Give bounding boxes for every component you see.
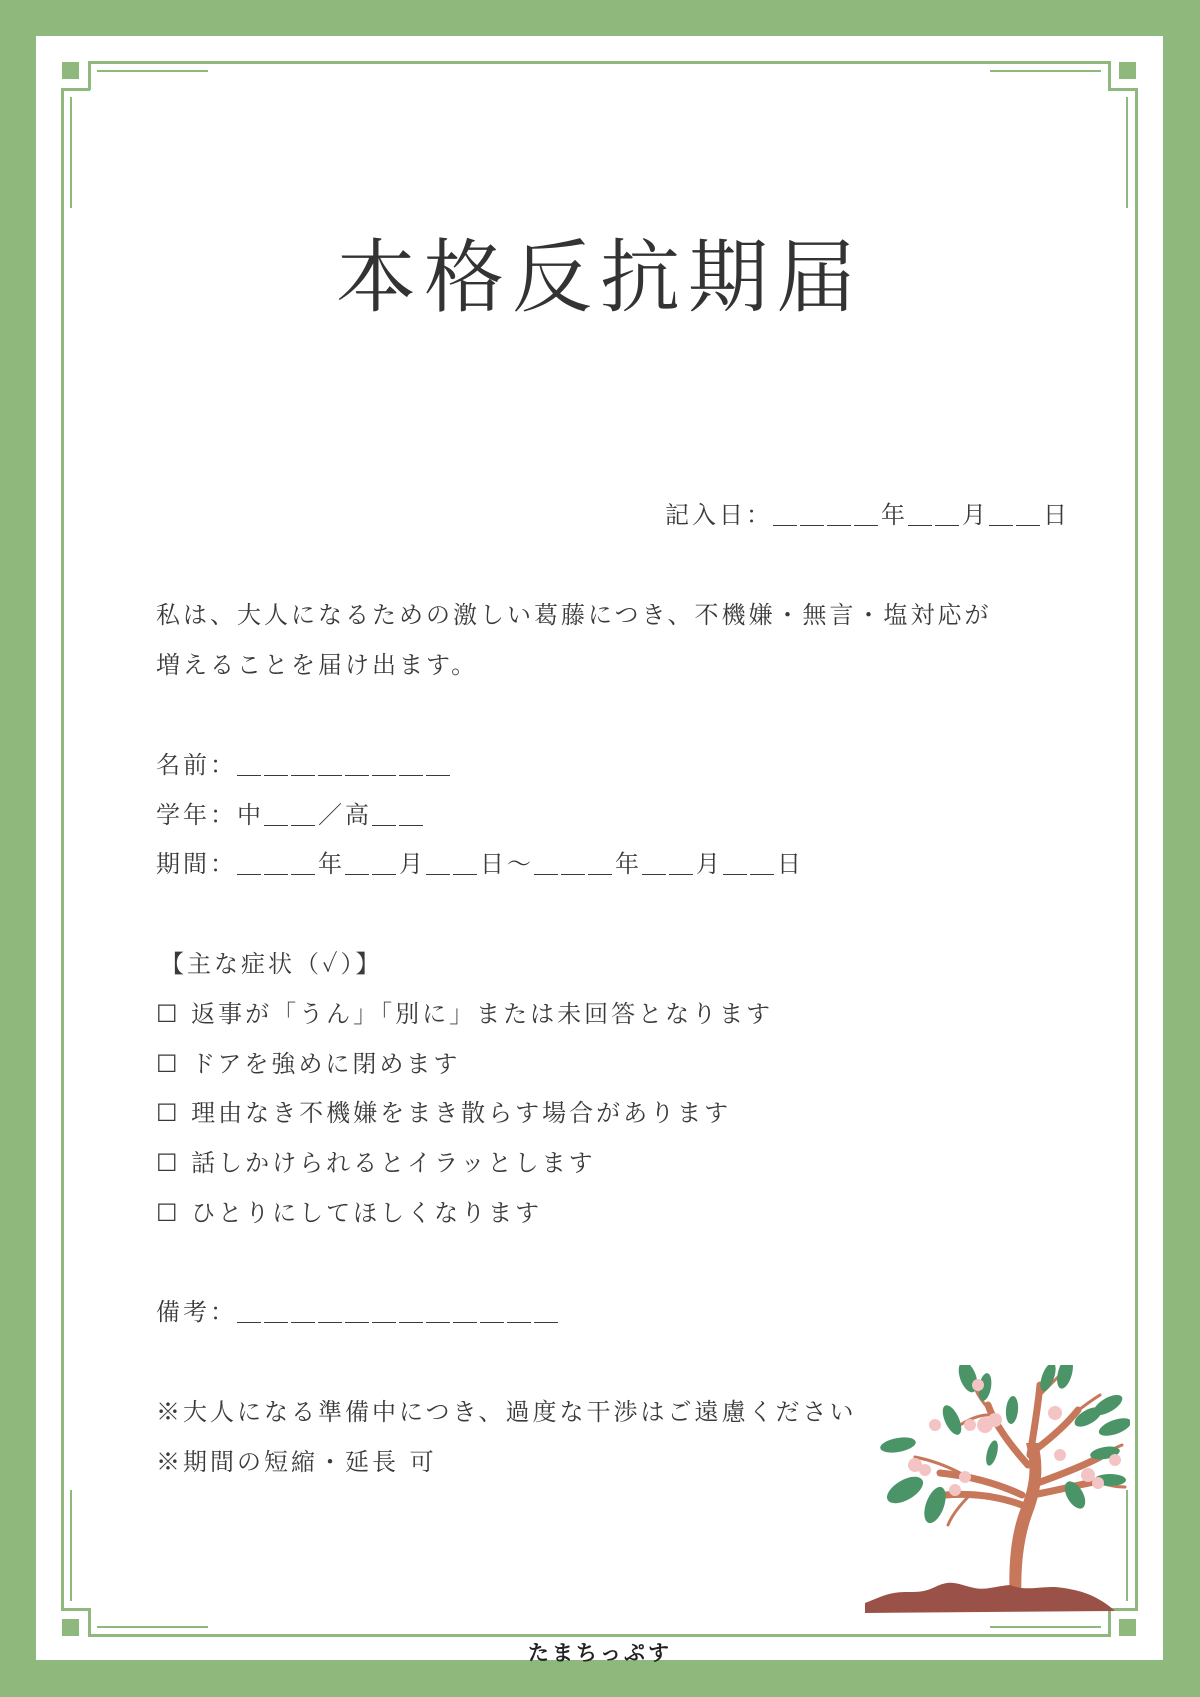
symptom-label: 話しかけられるとイラッとします [191,1149,596,1177]
symptom-label: 理由なき不機嫌をまき散らす場合があります [191,1099,732,1127]
signature: たまちっぷす [528,1641,672,1665]
accent-line [70,97,72,208]
frame-notch [88,1608,91,1637]
corner-square-tl [62,62,79,79]
accent-line [990,1626,1101,1628]
accent-line [990,70,1101,72]
symptoms-heading: 【主な症状（✓）】 [160,950,383,978]
document-title: 本格反抗期届 [336,231,864,324]
note-2: ※期間の短縮・延長 可 [156,1448,437,1476]
frame-notch [88,61,91,90]
symptom-label: ひとりにしてほしくなります [191,1199,543,1227]
tree-icon [860,1365,1130,1620]
symptom-item[interactable] [156,1052,460,1076]
name-field[interactable]: 名前：＿＿＿＿＿＿＿＿ [156,751,453,779]
frame-notch [1108,61,1111,90]
accent-line [1126,97,1128,208]
symptom-item[interactable] [156,1002,773,1026]
checkbox[interactable]: ☐ [156,1000,181,1028]
grade-field[interactable]: 学年：中＿＿／高＿＿ [156,801,426,829]
frame-notch [61,88,90,91]
frame-notch [1108,88,1138,91]
corner-square-br [1119,1619,1136,1636]
accent-line [97,70,208,72]
checkbox[interactable]: ☐ [156,1199,181,1227]
symptom-label: 返事が「うん」「別に」または未回答となります [191,1000,774,1028]
symptom-item[interactable] [156,1101,731,1125]
note-1: ※大人になる準備中につき、過度な干渉はご遠慮ください [156,1398,857,1426]
checkbox[interactable]: ☐ [156,1149,181,1177]
symptom-item[interactable] [156,1151,596,1175]
accent-line [97,1626,208,1628]
corner-square-bl [62,1619,79,1636]
entry-date-field[interactable]: 記入日：＿＿＿＿年＿＿月＿＿日 [665,501,1070,529]
remarks-field[interactable]: 備考：＿＿＿＿＿＿＿＿＿＿＿＿ [156,1298,561,1326]
symptom-label: ドアを強めに閉めます [191,1050,461,1078]
symptom-item[interactable] [156,1201,542,1225]
accent-line [70,1490,72,1601]
statement-line-2: 増えることを届け出ます。 [156,651,479,679]
frame-notch [61,1608,90,1611]
period-field[interactable]: 期間：＿＿＿年＿＿月＿＿日〜＿＿＿年＿＿月＿＿日 [156,850,804,878]
checkbox[interactable]: ☐ [156,1050,181,1078]
corner-square-tr [1119,62,1136,79]
checkbox[interactable]: ☐ [156,1099,181,1127]
statement-line-1: 私は、大人になるための激しい葛藤につき、不機嫌・無言・塩対応が [156,601,992,629]
frame-top [89,61,1109,64]
